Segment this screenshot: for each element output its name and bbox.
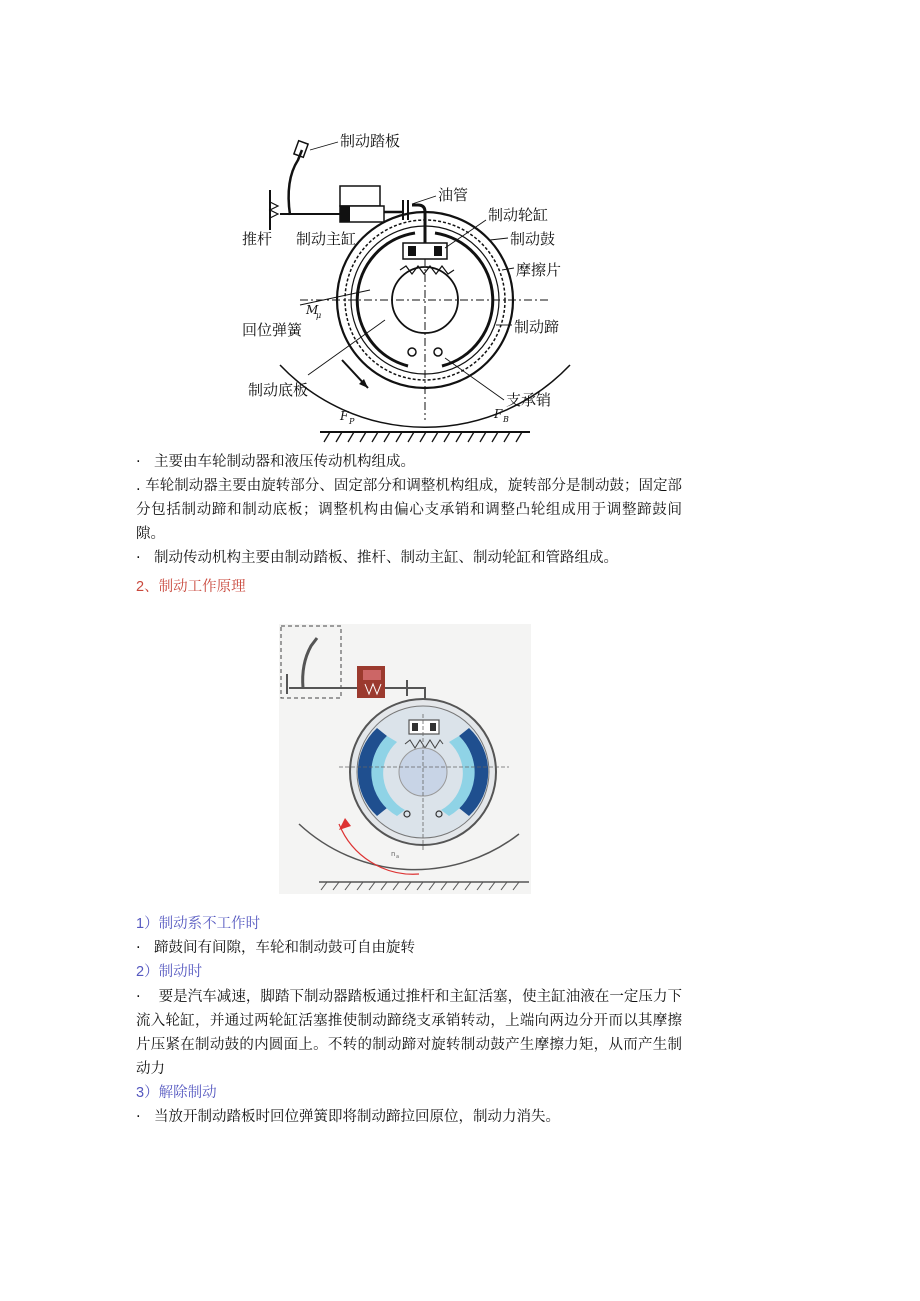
text-idle: 蹄鼓间有间隙，车轮和制动鼓可自由旋转 [154,940,415,956]
label-wheel-cylinder: 制动轮缸 [488,206,549,224]
paragraph-wheel-brake: . 车轮制动器主要由旋转部分、固定部分和调整机构组成，旋转部分是制动鼓；固定部分包括制动蹄和制动底板；调整机构由偏心支承销和调整凸轮组成用于调整蹄鼓间隙。 [136,478,682,542]
label-pedal: 制动踏板 [340,132,401,150]
label-push-rod: 推杆 [242,230,273,248]
bullet: · [136,454,141,470]
drum-brake-diagram [240,120,580,445]
label-fb-sub: B [503,415,509,424]
label-mu-sub: μ [316,311,322,320]
subheading-braking: 2）制动时 [136,964,203,980]
bullet: · [136,940,141,956]
paragraph-composition [136,450,682,474]
paragraph-release [136,1105,682,1129]
paragraph-braking [136,985,682,1081]
label-rotation: n [391,850,396,858]
label-drum: 制动鼓 [510,230,556,248]
label-fp: F [340,409,349,423]
label-oil-pipe: 油管 [438,186,469,204]
paragraph-transmission [136,546,682,570]
label-mu: M [306,303,319,317]
label-support-pin: 支承销 [506,391,552,409]
brake-principle-diagram [279,624,531,894]
subheading-release: 3）解除制动 [136,1085,217,1101]
section-heading-principle: 2、制动工作原理 [136,579,246,595]
subheading-idle: 1）制动系不工作时 [136,916,261,932]
text-braking: 要是汽车减速，脚踏下制动器踏板通过推杆和主缸活塞，使主缸油液在一定压力下流入轮缸，并通过两轮缸活塞推使制动蹄绕支承销转动，上端向两边分开而以其摩擦片压紧在制动鼓的内圆面上。不转的制动蹄对旋转制动鼓产生摩擦力矩，从而产生制动力 [136,989,682,1077]
label-return-spring: 回位弹簧 [242,321,303,339]
label-fp-sub: P [349,417,355,426]
label-fb: F [494,407,503,421]
label-master-cylinder: 制动主缸 [296,230,357,248]
label-base-plate: 制动底板 [248,381,309,399]
label-rotation-sub: a [396,854,400,860]
bullet: · [136,989,141,1005]
label-shoe: 制动蹄 [514,318,560,336]
bullet: · [136,550,141,566]
bullet: · [136,1109,141,1125]
label-friction-pad: 摩擦片 [516,261,562,279]
text-release: 当放开制动踏板时回位弹簧即将制动蹄拉回原位，制动力消失。 [154,1109,560,1125]
text-transmission: 制动传动机构主要由制动踏板、推杆、制动主缸、制动轮缸和管路组成。 [154,550,618,566]
text-composition: 主要由车轮制动器和液压传动机构组成。 [154,454,415,470]
paragraph-idle [136,936,682,960]
